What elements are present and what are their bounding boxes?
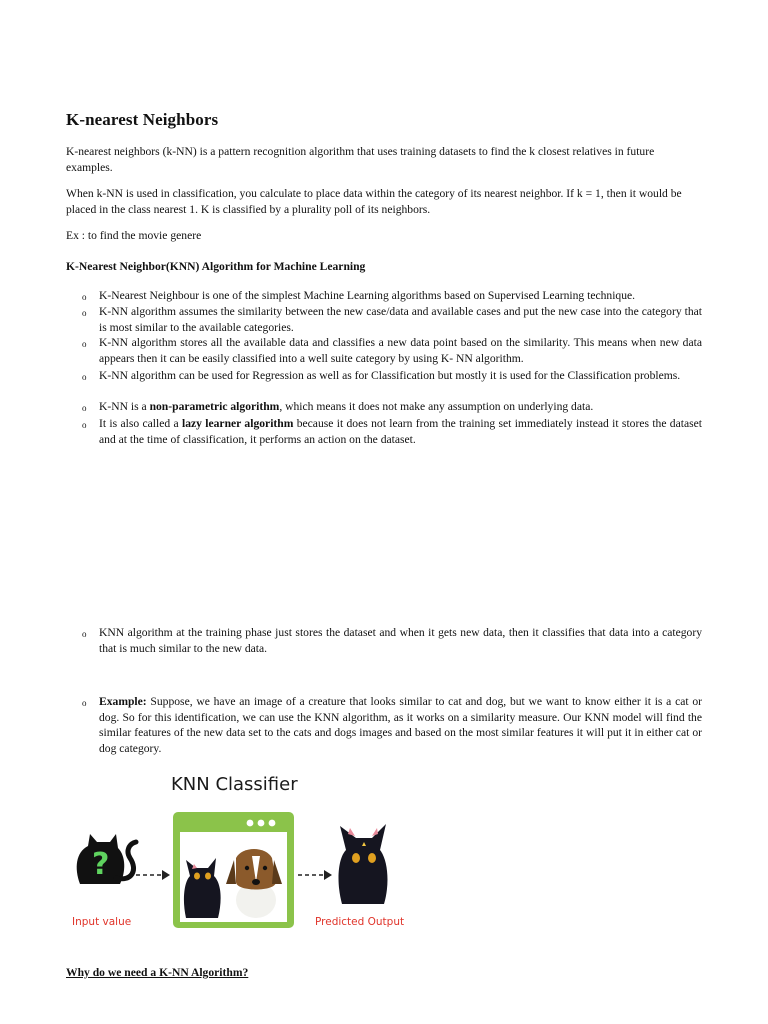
arrow-icon bbox=[136, 870, 170, 880]
list-item bbox=[66, 335, 702, 366]
intro-paragraph: K-nearest neighbors (k-NN) is a pattern recognition algorithm that uses training datasets to find the k closest relatives in future examples. bbox=[66, 145, 655, 174]
list-item bbox=[66, 694, 702, 756]
list-item bbox=[66, 368, 702, 384]
input-caption: Input value bbox=[72, 916, 132, 928]
list-item bbox=[66, 399, 702, 415]
final-heading: Why do we need a K-NN Algorithm? bbox=[66, 966, 249, 979]
example-line: Ex : to find the movie genere bbox=[66, 229, 202, 242]
list-item-text: K-NN is a non-parametric algorithm, which means it does not make any assumption on underlying data. bbox=[99, 400, 594, 413]
diagram-title: KNN Classifier bbox=[171, 774, 298, 795]
bullet-marker: o bbox=[82, 629, 87, 639]
output-caption: Predicted Output bbox=[315, 916, 405, 928]
predicted-cat-icon bbox=[339, 824, 388, 904]
list-item-text: KNN algorithm at the training phase just stores the dataset and when it gets new data, then it classifies that data into a category that is much similar to the new data. bbox=[99, 626, 702, 655]
bold-term: non-parametric algorithm bbox=[149, 400, 280, 413]
bullet-marker: o bbox=[82, 308, 87, 318]
bold-term: lazy learner algorithm bbox=[181, 417, 294, 430]
list-item-text: It is also called a lazy learner algorithm because it does not learn from the training set immediately instead it stores the dataset and at the time of classification, it performs an action on the dataset. bbox=[99, 417, 702, 446]
bullet-marker: o bbox=[82, 339, 87, 349]
list-item bbox=[66, 625, 702, 656]
list-item-text: Example: Suppose, we have an image of a creature that looks similar to cat and dog, but we want to know either it is a cat or dog. So for this identification, we can use the KNN algorithm, as it works on a similarity measure. Our KNN model will find the similar features of the new data set to the cats and dogs images and based on the most similar features it will put it in either cat or dog category. bbox=[99, 695, 702, 755]
question-mark-icon: ? bbox=[92, 847, 110, 882]
classifier-box bbox=[173, 812, 294, 928]
bullet-marker: o bbox=[82, 403, 87, 413]
list-item-text: K-NN algorithm assumes the similarity between the new case/data and available cases and put the new case into the category that is most similar to the available categories. bbox=[99, 305, 702, 334]
section-subheading: K-Nearest Neighbor(KNN) Algorithm for Machine Learning bbox=[66, 260, 366, 273]
list-item bbox=[66, 288, 702, 304]
bullet-marker: o bbox=[82, 420, 87, 430]
input-cat-icon bbox=[77, 834, 136, 884]
page-title: K-nearest Neighbors bbox=[66, 110, 219, 129]
list-item bbox=[66, 416, 702, 447]
classification-paragraph: When k-NN is used in classification, you calculate to place data within the category of its nearest neighbor. If k = 1, then it would be placed in the class nearest 1. K is classified by a plurality poll of its neighbors. bbox=[66, 187, 682, 216]
knn-classifier-diagram bbox=[66, 772, 416, 937]
list-item-text: K-NN algorithm stores all the available data and classifies a new data point based on the similarity. This means when new data appears then it can be easily classified into a well suite category by using K- NN algorithm. bbox=[99, 336, 702, 365]
bold-term: Example: bbox=[99, 695, 147, 708]
list-item-text: K-NN algorithm can be used for Regression as well as for Classification but mostly it is used for the Classification problems. bbox=[99, 369, 681, 382]
bullet-marker: o bbox=[82, 698, 87, 708]
bullet-marker: o bbox=[82, 292, 87, 302]
arrow-icon bbox=[298, 870, 332, 880]
diagram-graphic bbox=[66, 772, 416, 937]
list-item-text: K-Nearest Neighbour is one of the simplest Machine Learning algorithms based on Supervised Learning technique. bbox=[99, 289, 636, 302]
list-item bbox=[66, 304, 702, 335]
bullet-marker: o bbox=[82, 372, 87, 382]
